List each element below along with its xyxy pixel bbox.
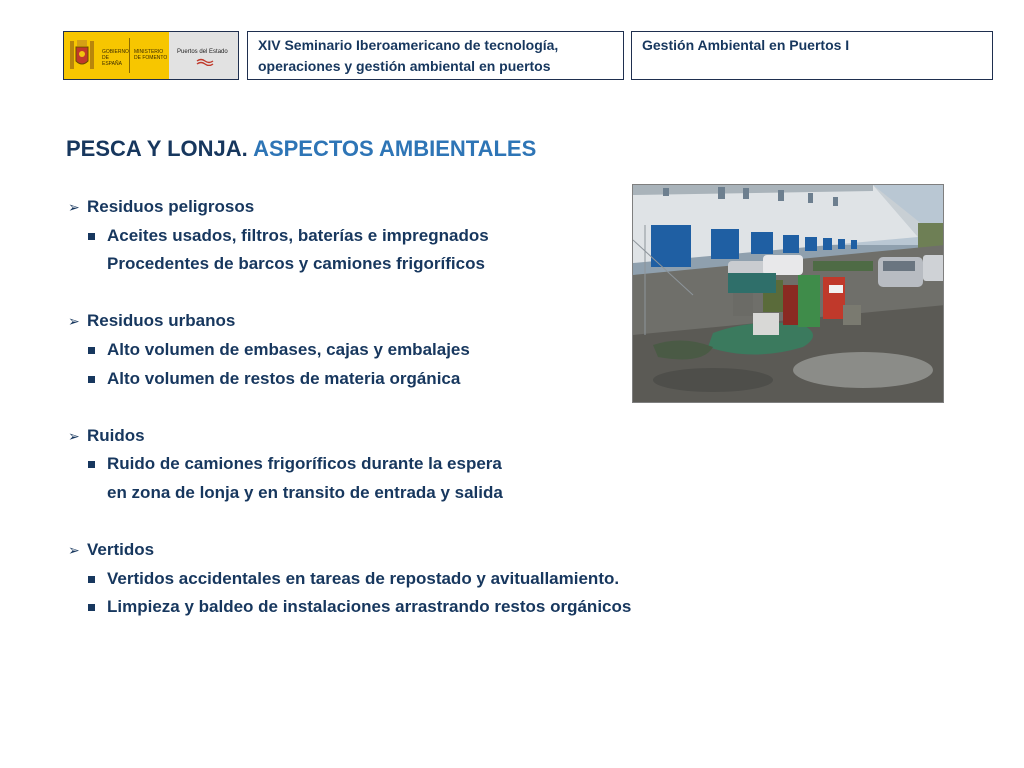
government-logo	[63, 31, 239, 80]
list-item-label: Vertidos accidentales en tareas de repostado y avituallamiento.	[107, 568, 620, 588]
list-item	[66, 336, 666, 365]
square-bullet-icon	[88, 604, 95, 611]
spacer	[66, 279, 666, 308]
slide-title	[66, 136, 536, 162]
list-item-label: Alto volumen de embases, cajas y embalajes	[107, 339, 470, 359]
square-bullet-icon	[88, 376, 95, 383]
section-heading-label: Residuos urbanos	[87, 311, 236, 331]
square-bullet-icon	[88, 233, 95, 240]
section-heading	[66, 193, 666, 222]
list-item	[66, 593, 666, 622]
port-waste-photo	[632, 184, 944, 403]
slide-title-accent: ASPECTOS AMBIENTALES	[253, 136, 537, 161]
list-item	[66, 565, 666, 594]
arrow-bullet-icon: ➢	[68, 313, 80, 330]
bullet-list	[66, 193, 666, 622]
logo-gobierno-text: GOBIERNO DE ESPAÑA	[102, 49, 129, 67]
list-item-label: Limpieza y baldeo de instalaciones arrastrando restos orgánicos	[107, 597, 632, 617]
list-item-label: Alto volumen de restos de materia orgánica	[107, 368, 461, 388]
section-heading-label: Residuos peligrosos	[87, 197, 255, 216]
arrow-bullet-icon: ➢	[68, 542, 80, 559]
square-bullet-icon	[88, 576, 95, 583]
spacer	[66, 393, 666, 422]
square-bullet-icon	[88, 461, 95, 468]
slide-title-main: PESCA Y LONJA.	[66, 136, 248, 161]
section-heading-label: Ruidos	[87, 425, 145, 445]
spacer	[66, 508, 666, 537]
list-item-continuation	[66, 250, 666, 279]
section-heading-label: Vertidos	[87, 540, 155, 560]
coat-of-arms-icon	[68, 37, 96, 75]
list-item-label: en zona de lonja y en transito de entrada y salida	[107, 482, 503, 502]
seminar-title-line1: XIV Seminario Iberoamericano de tecnología,	[258, 37, 559, 53]
arrow-bullet-icon: ➢	[68, 199, 80, 215]
section-heading	[66, 307, 666, 336]
section-title: Gestión Ambiental en Puertos I	[642, 37, 850, 53]
list-item	[66, 450, 666, 479]
square-bullet-icon	[88, 347, 95, 354]
seminar-title-box	[247, 31, 624, 80]
logo-gray-panel	[169, 32, 239, 79]
list-item-label: Aceites usados, filtros, baterías e impregnados	[107, 225, 489, 245]
list-item-label: Ruido de camiones frigoríficos durante la espera	[107, 454, 502, 474]
list-item	[66, 222, 666, 251]
puertos-wave-icon	[196, 58, 214, 66]
logo-separator	[129, 38, 130, 73]
list-item	[66, 365, 666, 394]
logo-puertos-text: Puertos del Estado	[177, 49, 228, 55]
seminar-title-line2: operaciones y gestión ambiental en puertos	[258, 58, 551, 74]
photo-illustration	[633, 185, 944, 403]
section-heading	[66, 422, 666, 451]
arrow-bullet-icon: ➢	[68, 427, 80, 444]
section-title-box	[631, 31, 993, 80]
list-item-continuation	[66, 479, 666, 508]
section-heading	[66, 536, 666, 565]
logo-ministerio-text: MINISTERIO DE FOMENTO	[134, 49, 168, 61]
list-item-label: Procedentes de barcos y camiones frigoríficos	[107, 254, 485, 274]
